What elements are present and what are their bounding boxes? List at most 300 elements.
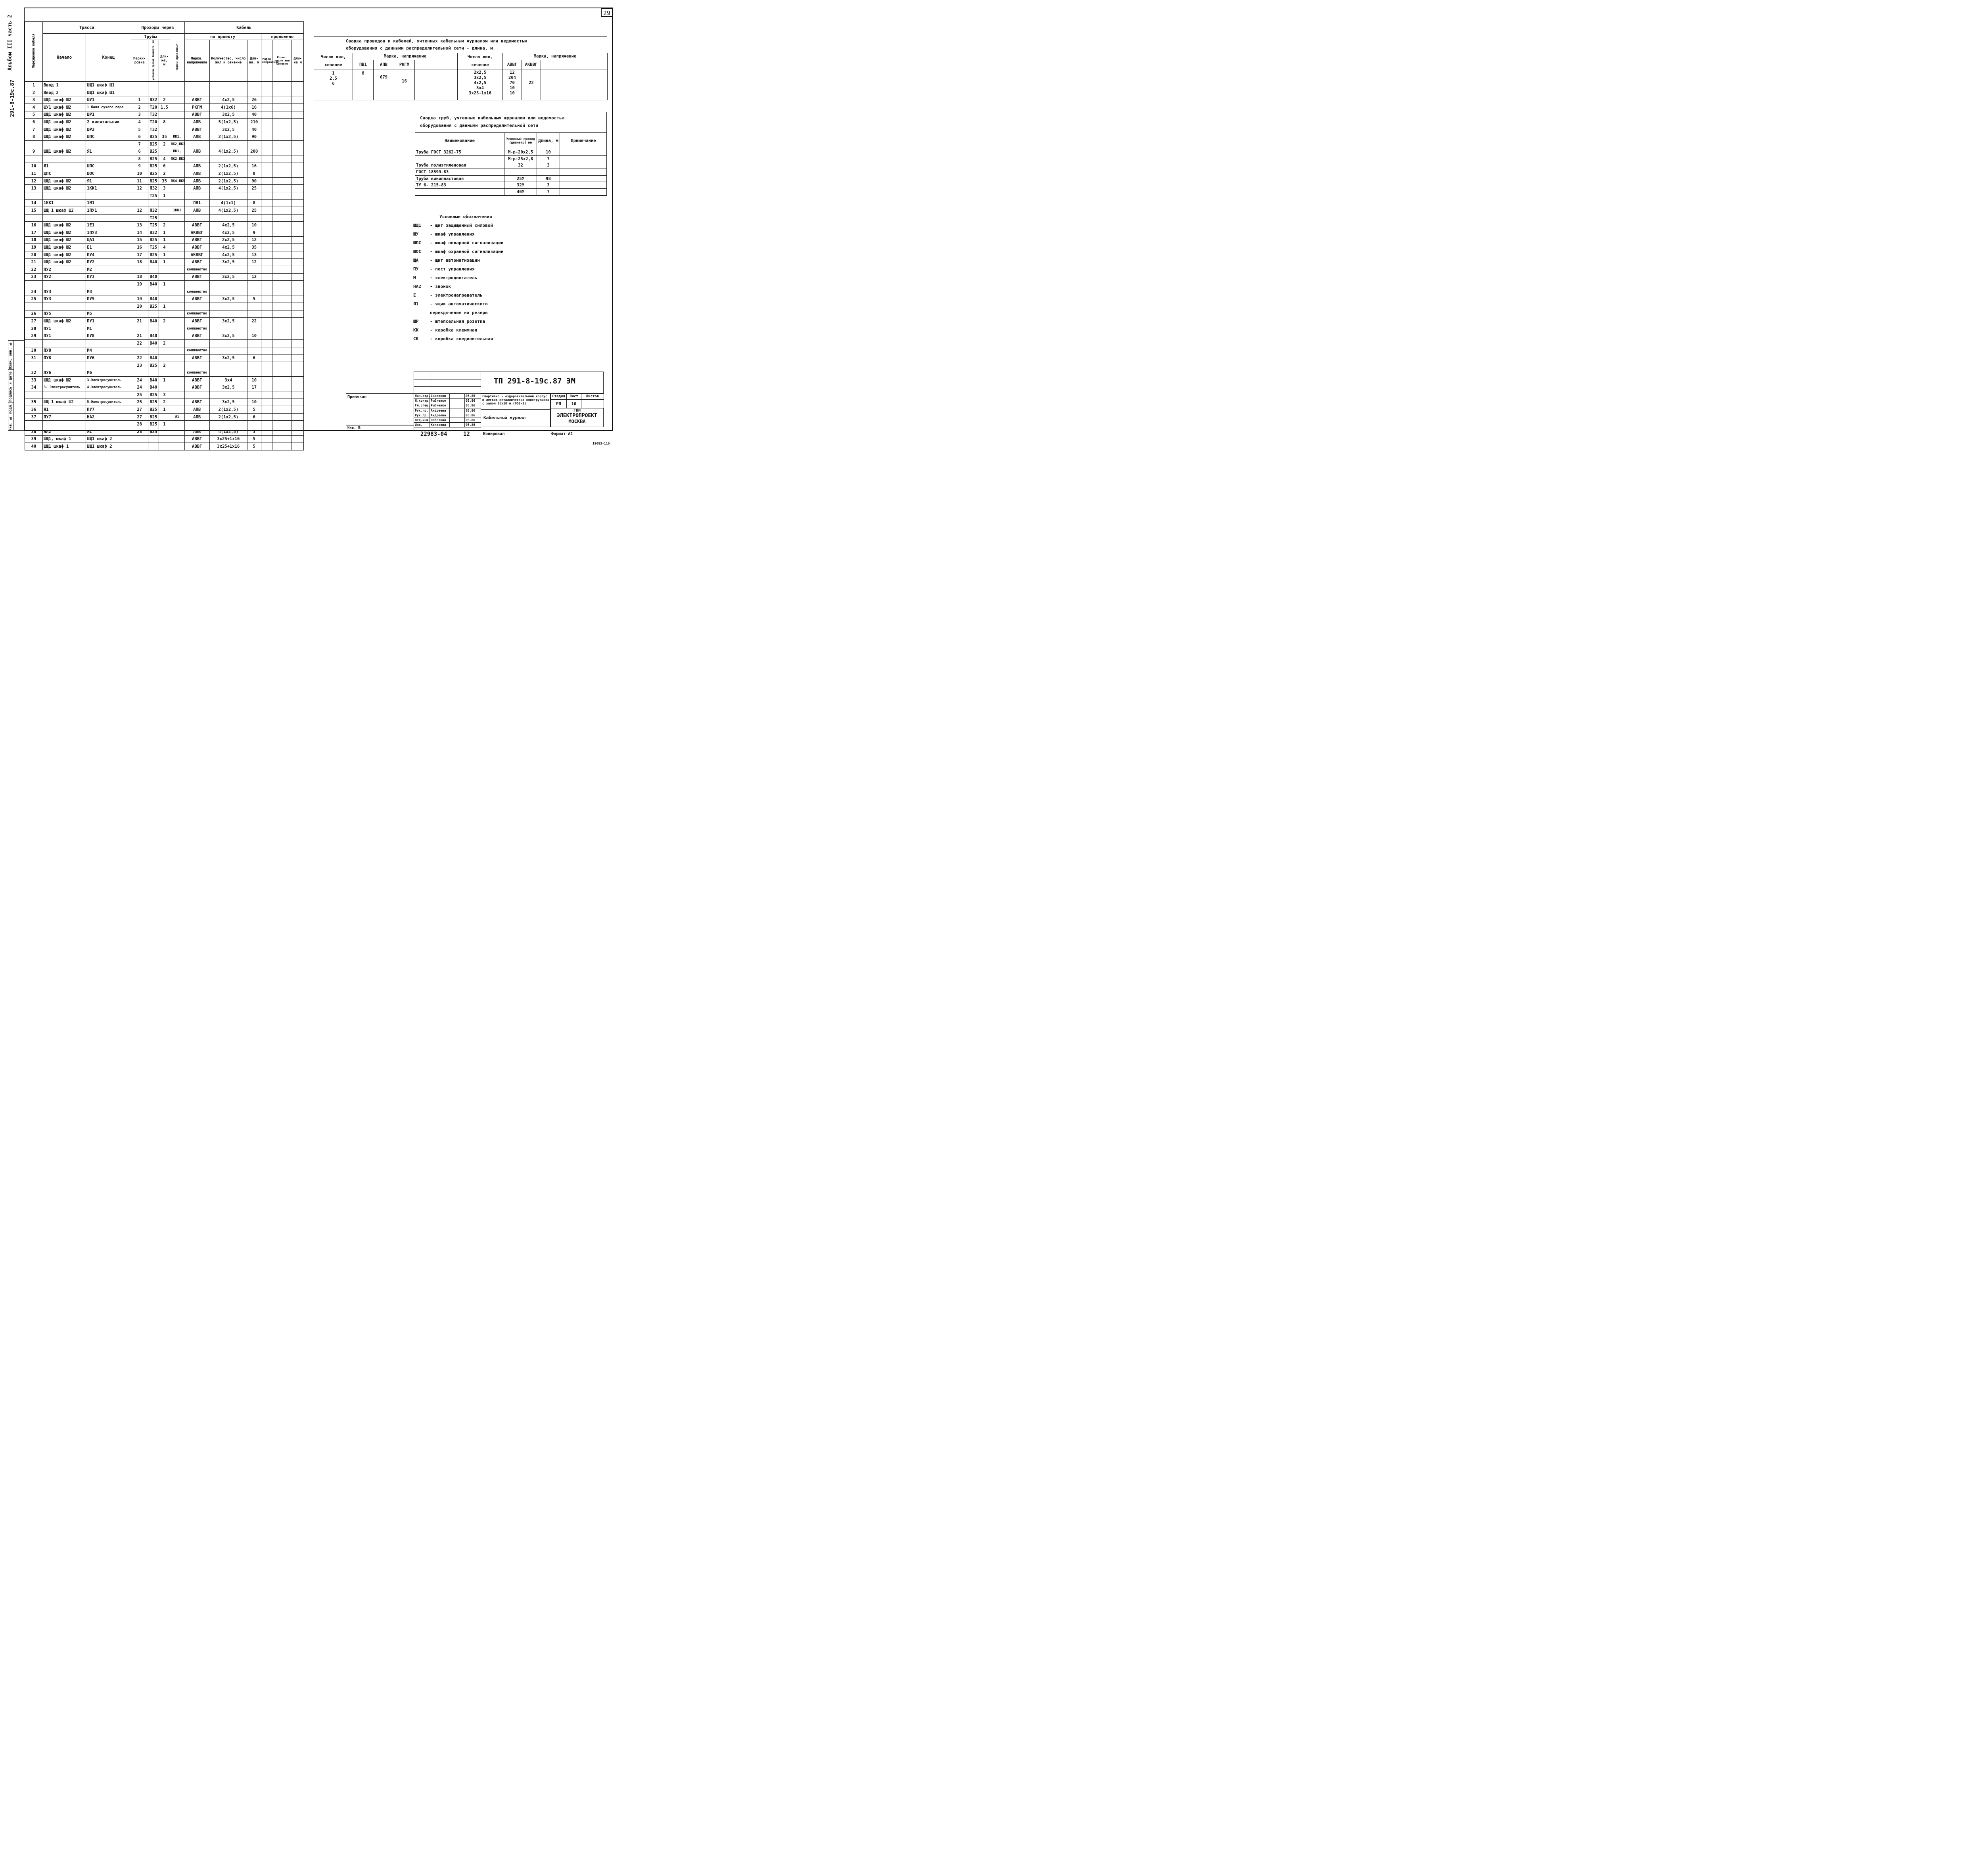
cell-box bbox=[170, 214, 184, 222]
cell-sec: 3х2,5 bbox=[209, 295, 247, 303]
cell-sec bbox=[209, 421, 247, 428]
cell-mark: АВВГ bbox=[184, 259, 209, 266]
cell-sec bbox=[209, 140, 247, 148]
cell-pl bbox=[159, 207, 170, 215]
doc-name: Кабельный журнал bbox=[483, 415, 525, 420]
table-row bbox=[25, 96, 304, 104]
cell-end: 1Е1 bbox=[86, 222, 131, 229]
count-value: 6 bbox=[332, 81, 335, 86]
cell-box bbox=[170, 369, 184, 377]
count-header: Число жил, bbox=[467, 55, 493, 59]
table-row bbox=[25, 273, 304, 281]
cell-sec: 4(1х2,5) bbox=[209, 428, 247, 436]
cell-pl: 1 bbox=[159, 192, 170, 200]
cell-pd bbox=[148, 369, 159, 377]
cell-pm bbox=[131, 214, 148, 222]
cell-pm: 21 bbox=[131, 318, 148, 325]
cell-sec: 4(1х2,5) bbox=[209, 207, 247, 215]
cell-n: 26 bbox=[25, 310, 43, 318]
laid-cell bbox=[292, 376, 304, 384]
cell-len bbox=[247, 362, 261, 369]
laid-cell bbox=[292, 111, 304, 119]
legend-title: Условные обозначения bbox=[439, 214, 492, 219]
laid-cell bbox=[261, 355, 272, 362]
cell-len: 8 bbox=[247, 199, 261, 207]
pipe-cond: 32У bbox=[504, 182, 537, 189]
laid-cell bbox=[292, 428, 304, 436]
laid-cell bbox=[272, 119, 292, 126]
cell-sec: 2(1х2,5) bbox=[209, 170, 247, 178]
pipe-name: Труба полиэтиленовая bbox=[415, 162, 504, 169]
cell-end: ПУ5 bbox=[86, 295, 131, 303]
cell-len: 5 bbox=[247, 406, 261, 414]
table-row bbox=[25, 376, 304, 384]
laid-cell bbox=[261, 384, 272, 391]
laid-cell bbox=[261, 288, 272, 295]
laid-cell bbox=[292, 406, 304, 414]
cell-pm bbox=[131, 369, 148, 377]
legend-key: Е bbox=[413, 293, 416, 298]
cell-box bbox=[170, 244, 184, 251]
cell-pl: 2 bbox=[159, 96, 170, 104]
cell-pm: 14 bbox=[131, 229, 148, 237]
cell-mark: АПВ bbox=[184, 119, 209, 126]
legend-key: ШР bbox=[413, 319, 419, 324]
cell-mark bbox=[184, 82, 209, 89]
table-row bbox=[25, 214, 304, 222]
table-row bbox=[25, 325, 304, 332]
cell-pd: В40 bbox=[148, 259, 159, 266]
stamp-role: Инж. bbox=[414, 423, 430, 427]
cell-pm: 3 bbox=[131, 111, 148, 119]
cell-pd: В40 bbox=[148, 332, 159, 340]
laid-cell bbox=[272, 82, 292, 89]
laid-cell bbox=[261, 281, 272, 288]
cell-sec bbox=[209, 325, 247, 332]
cell-pm bbox=[131, 288, 148, 295]
cell-box bbox=[170, 384, 184, 391]
stamp-sign bbox=[450, 408, 465, 413]
laid-cell bbox=[272, 177, 292, 185]
cell-len: 12 bbox=[247, 273, 261, 281]
cell-box bbox=[170, 303, 184, 310]
stamp-date: 05.86 bbox=[465, 403, 481, 408]
cell-box bbox=[170, 259, 184, 266]
legend-item bbox=[413, 240, 572, 249]
pipe-cond: М-р-20х2,5 bbox=[504, 149, 537, 156]
cell-box: ПК1, bbox=[170, 148, 184, 155]
stage-table bbox=[550, 393, 604, 408]
stamp-date: 05.86 bbox=[465, 399, 481, 403]
pipe-len: 98 bbox=[537, 175, 560, 182]
laid-cell bbox=[292, 163, 304, 170]
cell-pl: 3 bbox=[159, 391, 170, 399]
pipe-cond-header: Условный проход (диаметр) мм bbox=[504, 133, 537, 149]
cell-len: 9 bbox=[247, 229, 261, 237]
laid-mark-header: Марка напряжение bbox=[261, 40, 272, 82]
laid-cell bbox=[261, 259, 272, 266]
pipes-summary-table bbox=[415, 132, 607, 195]
cell-box bbox=[170, 82, 184, 89]
cell-sec: 2(1х2,5) bbox=[209, 133, 247, 141]
cell-pm: 12 bbox=[131, 185, 148, 192]
table-row bbox=[25, 413, 304, 421]
avvg-values bbox=[503, 69, 522, 100]
laid-cell bbox=[272, 376, 292, 384]
cell-box bbox=[170, 222, 184, 229]
cell-mark: комплектно bbox=[184, 347, 209, 355]
wires-summary-title-1: Сводка проводов и кабелей, учтенных кабельным журналом или ведомостью bbox=[346, 38, 527, 44]
laid-cell bbox=[272, 443, 292, 450]
cell-mark: АВВГ bbox=[184, 435, 209, 443]
cell-end: Е1 bbox=[86, 244, 131, 251]
pipe-cond: 32 bbox=[504, 162, 537, 169]
album-label: Альбом III часть 2 bbox=[7, 15, 13, 71]
cell-pl bbox=[159, 443, 170, 450]
cell-box bbox=[170, 96, 184, 104]
cell-box bbox=[170, 295, 184, 303]
cell-pd bbox=[148, 199, 159, 207]
cell-start bbox=[42, 339, 86, 347]
cell-len: 5 bbox=[247, 435, 261, 443]
cell-mark: АПВ bbox=[184, 170, 209, 178]
page-number: 29 bbox=[601, 8, 613, 17]
legend-key: ЩА bbox=[413, 258, 419, 263]
cell-n: 34 bbox=[25, 384, 43, 391]
laid-cell bbox=[261, 273, 272, 281]
cell-mark: АВВГ bbox=[184, 332, 209, 340]
table-row bbox=[25, 185, 304, 192]
cell-n: 21 bbox=[25, 259, 43, 266]
legend-key: КК bbox=[413, 328, 419, 333]
cell-pm: 12 bbox=[131, 207, 148, 215]
cell-len: 10 bbox=[247, 399, 261, 406]
cell-len: 16 bbox=[247, 163, 261, 170]
cell-n: 8 bbox=[25, 133, 43, 141]
cell-pd: В32 bbox=[148, 96, 159, 104]
laid-cell bbox=[272, 222, 292, 229]
cell-pd bbox=[148, 443, 159, 450]
cell-sec: 3х2,5 bbox=[209, 259, 247, 266]
laid-cell bbox=[272, 96, 292, 104]
laid-cell bbox=[272, 355, 292, 362]
laid-cell bbox=[292, 318, 304, 325]
table-row bbox=[25, 303, 304, 310]
legend-text: - коробка соединительная bbox=[430, 336, 493, 341]
cell-mark bbox=[184, 303, 209, 310]
cell-pl bbox=[159, 295, 170, 303]
legend-item bbox=[413, 293, 572, 301]
cell-box bbox=[170, 185, 184, 192]
org-line-1: ГПИ bbox=[573, 408, 581, 413]
cell-sec bbox=[209, 391, 247, 399]
cell-n: 18 bbox=[25, 236, 43, 244]
cell-start: ШЩ1 шкаф Ш2 bbox=[42, 229, 86, 237]
cell-pl: 2 bbox=[159, 339, 170, 347]
cell-sec: 3х2,5 bbox=[209, 126, 247, 133]
pipe-len: 7 bbox=[537, 189, 560, 195]
cell-sec bbox=[209, 303, 247, 310]
cell-pd: В25 bbox=[148, 406, 159, 414]
laid-cell bbox=[272, 244, 292, 251]
cell-box bbox=[170, 126, 184, 133]
cell-sec: 3х2,5 bbox=[209, 399, 247, 406]
end-header: Конец bbox=[86, 34, 131, 82]
laid-cell bbox=[272, 170, 292, 178]
cell-mark bbox=[184, 214, 209, 222]
cell-n: 3 bbox=[25, 96, 43, 104]
pipe-note bbox=[560, 175, 607, 182]
cell-sec: 2(1х2,5) bbox=[209, 406, 247, 414]
cell-box bbox=[170, 428, 184, 436]
cell-sec bbox=[209, 288, 247, 295]
cell-pl: 8 bbox=[159, 119, 170, 126]
cell-mark: АВВГ bbox=[184, 244, 209, 251]
cell-n: 11 bbox=[25, 170, 43, 178]
cell-pl bbox=[159, 111, 170, 119]
cell-end: ШЩ1 шкаф Ш1 bbox=[86, 89, 131, 96]
empty-cell bbox=[415, 69, 436, 100]
legend-key: ШУ bbox=[413, 232, 419, 237]
laid-cell bbox=[292, 310, 304, 318]
header-cell bbox=[170, 34, 184, 82]
cell-len bbox=[247, 421, 261, 428]
laid-cell bbox=[272, 199, 292, 207]
cell-sec: 3х25+1х16 bbox=[209, 443, 247, 450]
cell-end: М1 bbox=[86, 325, 131, 332]
stamp-role: Рук.гр. bbox=[414, 408, 430, 413]
stamp-sign bbox=[450, 423, 465, 427]
laid-cell bbox=[261, 170, 272, 178]
laid-cell bbox=[261, 310, 272, 318]
cell-pm bbox=[131, 266, 148, 274]
title-block bbox=[346, 372, 604, 431]
cell-box bbox=[170, 103, 184, 111]
cell-n bbox=[25, 391, 43, 399]
stamp-name: Рыбченко bbox=[430, 403, 450, 408]
cell-pd bbox=[148, 325, 159, 332]
cell-pm bbox=[131, 192, 148, 200]
cell-start: ШЩ1 шкаф Ш2 bbox=[42, 119, 86, 126]
cell-pm: 18 bbox=[131, 259, 148, 266]
cell-pd bbox=[148, 82, 159, 89]
cell-pm: 5 bbox=[131, 126, 148, 133]
cell-sec bbox=[209, 89, 247, 96]
cell-pm: 8 bbox=[131, 155, 148, 163]
cell-mark: АПВ bbox=[184, 133, 209, 141]
cell-pm bbox=[131, 435, 148, 443]
legend-text: - коробка клеммная bbox=[430, 328, 478, 333]
cell-n bbox=[25, 140, 43, 148]
laid-cell bbox=[261, 155, 272, 163]
stamp-sign bbox=[450, 418, 465, 422]
cell-len: 40 bbox=[247, 126, 261, 133]
cell-n: 24 bbox=[25, 288, 43, 295]
cell-n: 25 bbox=[25, 295, 43, 303]
cell-n bbox=[25, 303, 43, 310]
table-row bbox=[25, 199, 304, 207]
cell-sec: 3х2,5 bbox=[209, 355, 247, 362]
rkgm-value: 16 bbox=[394, 69, 415, 100]
cell-end bbox=[86, 281, 131, 288]
stage-label: Стадия bbox=[551, 394, 567, 400]
laid-cell bbox=[292, 185, 304, 192]
cell-mark: АВВГ bbox=[184, 236, 209, 244]
laid-cell bbox=[261, 399, 272, 406]
pipe-name bbox=[415, 189, 504, 195]
cell-end: Я1 bbox=[86, 428, 131, 436]
laid-cell bbox=[261, 199, 272, 207]
cell-end: ШПС bbox=[86, 133, 131, 141]
length-header: Дли-на, м bbox=[247, 40, 261, 82]
cell-pd: В25 bbox=[148, 236, 159, 244]
cell-start: Ввод 1 bbox=[42, 82, 86, 89]
stamp-role: Гл.спец. bbox=[414, 403, 430, 408]
cell-start bbox=[42, 362, 86, 369]
cell-sec: 3х25+1х16 bbox=[209, 435, 247, 443]
pv1-value: 8 bbox=[353, 69, 374, 100]
table-row bbox=[25, 332, 304, 340]
cell-pm: 27 bbox=[131, 413, 148, 421]
legend-key: Я1 bbox=[413, 301, 419, 307]
cell-end: 1 баня сухого пара bbox=[86, 103, 131, 111]
laid-cell bbox=[272, 273, 292, 281]
cell-end: ШЩ1 шкаф Ш1 bbox=[86, 82, 131, 89]
cell-len bbox=[247, 82, 261, 89]
laid-cell bbox=[272, 185, 292, 192]
cell-pd: В25 bbox=[148, 303, 159, 310]
cell-len bbox=[247, 339, 261, 347]
cell-n bbox=[25, 281, 43, 288]
cell-box bbox=[170, 391, 184, 399]
cell-end bbox=[86, 421, 131, 428]
cell-mark: АВВГ bbox=[184, 318, 209, 325]
cell-box bbox=[170, 111, 184, 119]
cell-start: ШЩ1 шкаф Ш2 bbox=[42, 236, 86, 244]
cell-end: 1ПУ3 bbox=[86, 229, 131, 237]
legend-item bbox=[413, 223, 572, 232]
cell-pl bbox=[159, 384, 170, 391]
cell-mark: АВВГ bbox=[184, 111, 209, 119]
cell-box bbox=[170, 266, 184, 274]
legend-item bbox=[413, 284, 572, 293]
cell-len: 6 bbox=[247, 355, 261, 362]
table-row bbox=[25, 251, 304, 259]
cell-sec bbox=[209, 82, 247, 89]
cell-box bbox=[170, 332, 184, 340]
cell-pd: В40 bbox=[148, 273, 159, 281]
legend-key: ШЩ1 bbox=[413, 223, 421, 228]
cell-box bbox=[170, 443, 184, 450]
table-row bbox=[415, 182, 607, 189]
legend-text: - пост управления bbox=[430, 266, 475, 272]
cell-box bbox=[170, 199, 184, 207]
count-section-header bbox=[458, 53, 503, 69]
table-row bbox=[25, 140, 304, 148]
laid-cell bbox=[292, 155, 304, 163]
cell-pd: В25 bbox=[148, 251, 159, 259]
cell-pd bbox=[148, 266, 159, 274]
table-row bbox=[415, 175, 607, 182]
cell-end bbox=[86, 339, 131, 347]
apv-value: 679 bbox=[374, 69, 394, 100]
cell-box bbox=[170, 281, 184, 288]
cell-n: 4 bbox=[25, 103, 43, 111]
cell-pl: 1 bbox=[159, 406, 170, 414]
passes-header: Проходы через bbox=[131, 22, 184, 34]
stamp-sign bbox=[450, 403, 465, 408]
cell-pm: 28 bbox=[131, 421, 148, 428]
laid-cell bbox=[272, 347, 292, 355]
table-row bbox=[25, 229, 304, 237]
cell-start: ЩПС bbox=[42, 170, 86, 178]
legend-text: - звонок bbox=[430, 284, 451, 289]
laid-cell bbox=[272, 133, 292, 141]
sheet-value: 10 bbox=[567, 400, 581, 408]
cell-pl bbox=[159, 288, 170, 295]
cell-mark: АПВ bbox=[184, 148, 209, 155]
cell-len: 5 bbox=[247, 295, 261, 303]
laid-cell bbox=[272, 406, 292, 414]
cell-n: 9 bbox=[25, 148, 43, 155]
laid-cell bbox=[292, 273, 304, 281]
cell-box: ПК4,ПК5 bbox=[170, 177, 184, 185]
cell-box bbox=[170, 347, 184, 355]
count-value: 3х2,5 bbox=[474, 75, 487, 80]
stage-value: РП bbox=[551, 400, 567, 408]
pipe-note bbox=[560, 189, 607, 195]
cell-pd: В40 bbox=[148, 318, 159, 325]
laid-cell bbox=[261, 435, 272, 443]
cell-pd: Т32 bbox=[148, 111, 159, 119]
cell-start bbox=[42, 303, 86, 310]
count-value: 2,5 bbox=[330, 76, 337, 81]
table-row bbox=[25, 119, 304, 126]
cell-pd: В40 bbox=[148, 281, 159, 288]
avvg-value: 10 bbox=[510, 91, 515, 96]
pipe-name: Труба винипластовая bbox=[415, 175, 504, 182]
laid-cell bbox=[272, 192, 292, 200]
table-row bbox=[415, 155, 607, 162]
laid-cell bbox=[272, 111, 292, 119]
pipe-note bbox=[560, 155, 607, 162]
cell-end bbox=[86, 155, 131, 163]
stamp-name: Побетнин bbox=[430, 418, 450, 422]
cell-len bbox=[247, 288, 261, 295]
laid-cell bbox=[292, 339, 304, 347]
cell-mark bbox=[184, 140, 209, 148]
marking-header: Маркировка кабеля bbox=[31, 34, 36, 69]
legend-key: ПУ bbox=[413, 266, 419, 272]
table-row bbox=[25, 103, 304, 111]
pipe-len-header: Дли-на, м bbox=[159, 40, 170, 82]
laid-cell bbox=[261, 325, 272, 332]
cell-box bbox=[170, 163, 184, 170]
cell-end: 1КК1 bbox=[86, 185, 131, 192]
cell-pl bbox=[159, 355, 170, 362]
count-value: 1 bbox=[332, 71, 335, 76]
table-row bbox=[25, 82, 304, 89]
cell-mark: РКГМ bbox=[184, 103, 209, 111]
cell-sec: 4х2,5 bbox=[209, 222, 247, 229]
cell-len: 12 bbox=[247, 236, 261, 244]
format-label: Формат А2 bbox=[551, 432, 573, 436]
table-row bbox=[25, 435, 304, 443]
cell-box bbox=[170, 421, 184, 428]
table-row bbox=[25, 163, 304, 170]
laid-cell bbox=[292, 347, 304, 355]
laid-cell bbox=[272, 89, 292, 96]
